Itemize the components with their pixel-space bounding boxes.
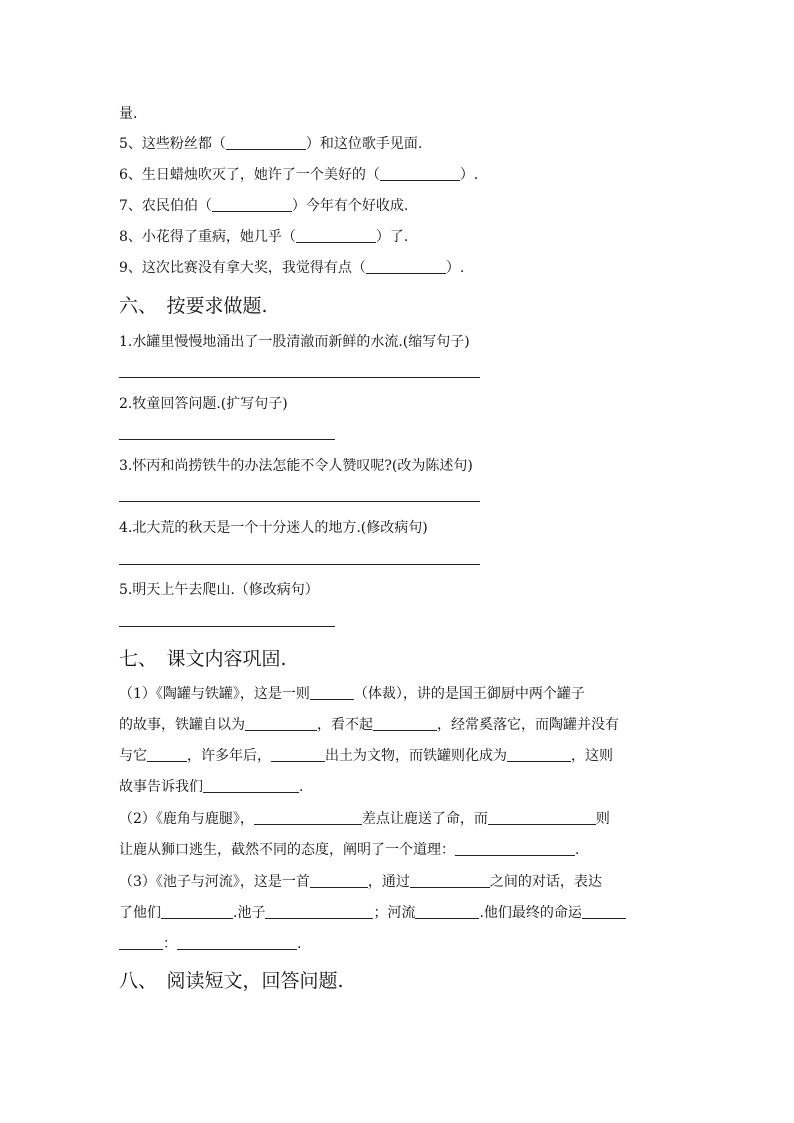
task-4: 4.北大荒的秋天是一个十分迷人的地方.(修改病句): [119, 520, 428, 536]
q1-line-3: 与它 ，许多年后， 出土为文物，而铁罐则化成为 ，这则: [119, 748, 613, 764]
answer-blank[interactable]: [507, 747, 571, 762]
answer-blank[interactable]: [455, 841, 575, 856]
answer-blank[interactable]: [415, 904, 479, 919]
answer-blank[interactable]: [366, 259, 446, 274]
section-8-title: 八、 阅读短文，回答问题.: [119, 970, 344, 992]
answer-blank[interactable]: [265, 904, 373, 919]
answer-blank[interactable]: [310, 685, 354, 700]
answer-blank[interactable]: [212, 197, 292, 212]
answer-blank[interactable]: [582, 904, 626, 919]
answer-line[interactable]: [119, 564, 480, 565]
fill-item-8: 8、小花得了重病，她几乎（ ）了.: [119, 229, 409, 245]
answer-blank[interactable]: [310, 873, 368, 888]
task-2: 2.牧童回答问题.(扩写句子): [119, 396, 288, 412]
answer-line[interactable]: [119, 377, 480, 378]
section-7-title: 七、 课文内容巩固.: [119, 648, 287, 670]
answer-blank[interactable]: [296, 228, 376, 243]
q3-line-3: ： .: [119, 934, 301, 954]
q1-line-1: （1）《陶罐与铁罐》，这是一则 （体裁），讲的是国王御厨中两个罐子: [119, 686, 585, 702]
answer-blank[interactable]: [488, 810, 596, 825]
answer-blank[interactable]: [119, 935, 163, 950]
answer-blank[interactable]: [373, 716, 437, 731]
answer-line[interactable]: [119, 501, 480, 502]
fill-item-5: 5、这些粉丝都（ ）和这位歌手见面.: [119, 136, 423, 152]
q1-line-4: 故事告诉我们 .: [119, 779, 304, 795]
top-fragment: 量.: [119, 106, 138, 122]
q2-line-1: （2）《鹿角与鹿腿》， 差点让鹿送了命，而 则: [119, 811, 610, 827]
answer-blank[interactable]: [245, 716, 317, 731]
answer-blank[interactable]: [271, 747, 325, 762]
fill-item-9: 9、这次比赛没有拿大奖，我觉得有点（ ）.: [119, 260, 465, 276]
answer-blank[interactable]: [161, 904, 233, 919]
section-6-title: 六、 按要求做题.: [119, 295, 268, 317]
answer-blank[interactable]: [177, 935, 297, 950]
answer-blank[interactable]: [226, 135, 306, 150]
task-3: 3.怀丙和尚捞铁牛的办法怎能不令人赞叹呢?(改为陈述句): [119, 458, 473, 474]
answer-line[interactable]: [119, 439, 335, 440]
answer-line[interactable]: [119, 626, 335, 627]
answer-blank[interactable]: [203, 778, 299, 793]
fill-item-7: 7、农民伯伯（ ）今年有个好收成.: [119, 198, 409, 214]
q2-line-2: 让鹿从狮口逃生，截然不同的态度，阐明了一个道理： .: [119, 842, 580, 858]
q1-line-2: 的故事，铁罐自以为 ，看不起 ，经常奚落它，而陶罐并没有: [119, 717, 619, 733]
answer-blank[interactable]: [254, 810, 362, 825]
q3-line-1: （3）《池子与河流》，这是一首 ，通过 之间的对话，表达: [119, 874, 602, 890]
task-1: 1.水罐里慢慢地涌出了一股清澈而新鲜的水流.(缩写句子): [119, 334, 470, 350]
q3-line-2: 了他们 .池子 ；河流 .他们最终的命运: [119, 903, 626, 923]
fill-item-6: 6、生日蜡烛吹灭了，她许了一个美好的（ ）.: [119, 167, 479, 183]
task-5: 5.明天上午去爬山.（修改病句）: [119, 582, 319, 598]
answer-blank[interactable]: [410, 873, 490, 888]
answer-blank[interactable]: [147, 747, 187, 762]
answer-blank[interactable]: [380, 166, 460, 181]
